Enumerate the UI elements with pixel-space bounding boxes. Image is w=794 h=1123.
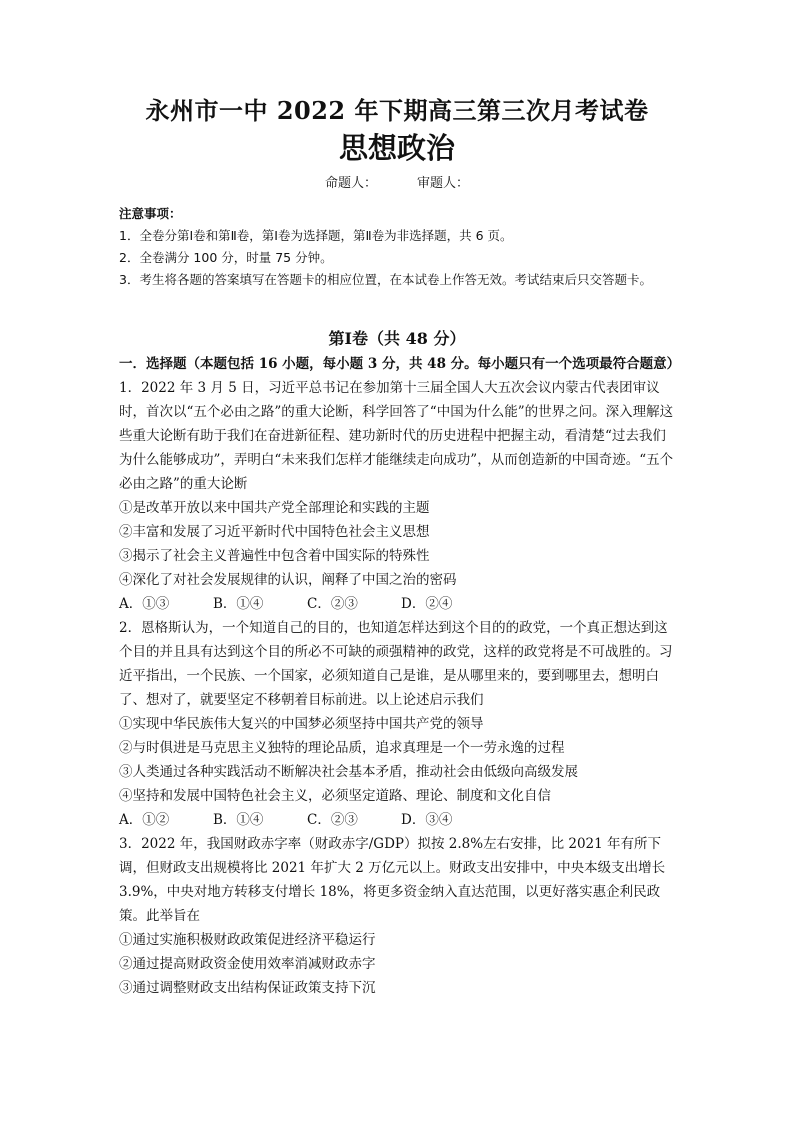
statement-item: ②丰富和发展了习近平新时代中国特色社会主义思想	[119, 524, 430, 540]
option-d: D．③④	[401, 812, 453, 828]
option-c: C．②③	[307, 596, 358, 612]
statement-item: ④坚持和发展中国特色社会主义，必须坚定道路、理论、制度和文化自信	[119, 788, 551, 804]
exam-title: 永州市一中 2022 年下期高三第三次月考试卷	[145, 96, 649, 125]
statement-item: ③揭示了社会主义普遍性中包含着中国实际的特殊性	[119, 548, 430, 564]
statement-item: ④深化了对社会发展规律的认识，阐释了中国之治的密码	[119, 572, 457, 588]
statement-item: ①是改革开放以来中国共产党全部理论和实践的主题	[119, 500, 430, 516]
section-title: 第Ⅰ卷（共 48 分）	[328, 329, 466, 348]
note-item: 3．考生将各题的答案填写在答题卡的相应位置，在本试卷上作答无效。考试结束后只交答题卡。	[119, 272, 652, 287]
question-2	[119, 616, 679, 832]
reviewer-label: 审题人：	[417, 176, 470, 191]
question-1	[119, 376, 679, 616]
questions-body	[119, 352, 679, 1000]
option-c: C．②③	[307, 812, 358, 828]
note-item: 1．全卷分第Ⅰ卷和第Ⅱ卷，第Ⅰ卷为选择题，第Ⅱ卷为非选择题，共 6 页。	[119, 228, 513, 243]
statement-item: ③人类通过各种实践活动不断解决社会基本矛盾，推动社会由低级向高级发展	[119, 764, 578, 780]
subject-title: 思想政治	[338, 131, 455, 165]
section-instruction: 一．选择题（本题包括 16 小题，每小题 3 分，共 48 分。每小题只有一个选项最符合题意）	[119, 356, 681, 372]
option-a: A．①②	[119, 812, 170, 828]
option-b: B．①④	[213, 812, 264, 828]
option-b: B．①④	[213, 596, 264, 612]
author-line	[0, 175, 794, 193]
question-stem: 2．恩格斯认为，一个知道自己的目的，也知道怎样达到这个目的的政党，一个真正想达到这个目的并且具有达到这个目的所必不可缺的顽强精神的政党，这样的政党将是不可战胜的。习近平指出，一个民族、一个国家，必须知道自己是谁，是从哪里来的，要到哪里去，想明白了、想对了，就要坚定不移朝着目标前进。以上论述启示我们	[119, 620, 673, 708]
option-d: D．②④	[401, 596, 453, 612]
answer-options	[119, 592, 679, 616]
statement-item: ①实现中华民族伟大复兴的中国梦必须坚持中国共产党的领导	[119, 716, 484, 732]
question-stem: 1．2022 年 3 月 5 日，习近平总书记在参加第十三届全国人大五次会议内蒙古代表团审议时，首次以“五个必由之路”的重大论断，科学回答了“中国为什么能”的世界之问。深入理解这些重大论断有助于我们在奋进新征程、建功新时代的历史进程中把握主动，看清楚“过去我们为什么能够成功”，弄明白“未来我们怎样才能继续走向成功”，从而创造新的中国奇迹。“五个必由之路”的重大论断	[119, 380, 674, 492]
statement-item: ②通过提高财政资金使用效率消减财政赤字	[119, 956, 376, 972]
option-a: A．①③	[119, 596, 170, 612]
question-stem: 3．2022 年，我国财政赤字率（财政赤字/GDP）拟按 2.8%左右安排，比 2021 年有所下调，但财政支出规模将比 2021 年扩大 2 万亿元以上。财政支出安排中，中央本级支出增长 3.9%，中央对地方转移支付增长 18%，将更多资金纳入直达范围，以更好落实惠企利民政策。此举旨在	[119, 836, 666, 924]
question-3	[119, 832, 679, 1000]
statement-item: ②与时俱进是马克思主义独特的理论品质，追求真理是一个一劳永逸的过程	[119, 740, 565, 756]
notes-heading: 注意事项：	[119, 206, 182, 221]
answer-options	[119, 808, 679, 832]
author-label: 命题人：	[324, 176, 377, 191]
note-item: 2．全卷满分 100 分，时量 75 分钟。	[119, 250, 333, 265]
notes-block	[119, 203, 679, 291]
statement-item: ①通过实施积极财政政策促进经济平稳运行	[119, 932, 376, 948]
statement-item: ③通过调整财政支出结构保证政策支持下沉	[119, 980, 376, 996]
